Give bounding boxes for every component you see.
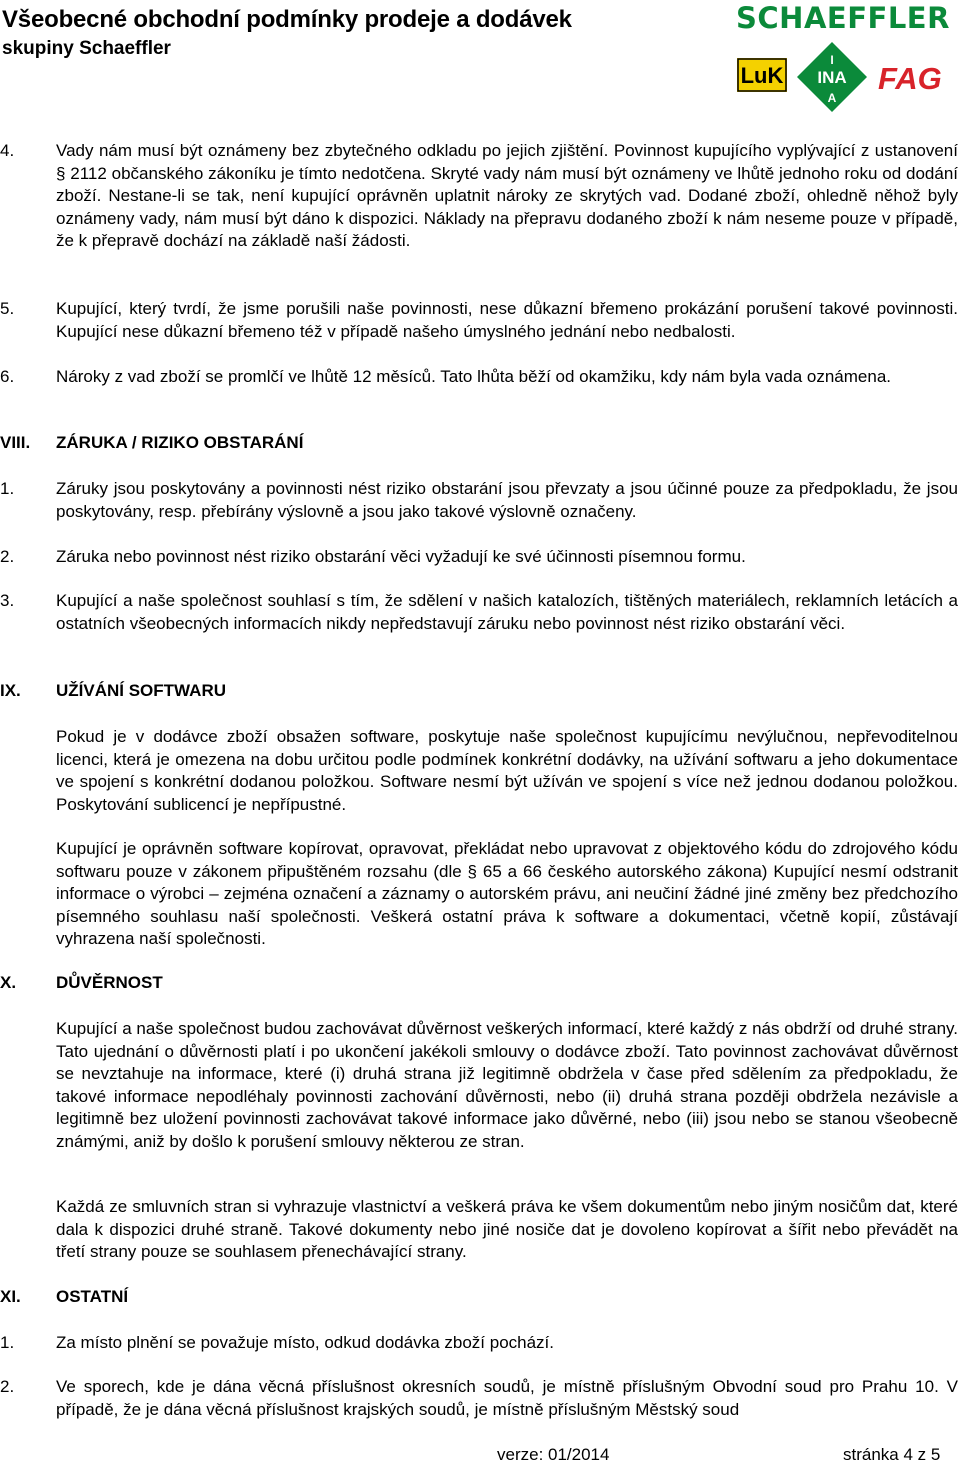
clause-text: Záruky jsou poskytovány a povinnosti nést riziko obstarání jsou převzaty a jsou účinné pouze za předpokladu, že jsou poskytovány, resp. přebírány výslovně a jsou jako takové výslovně označeny.: [56, 479, 958, 521]
clause-text: Vady nám musí být oznámeny bez zbytečného odkladu po jejich zjištění. Povinnost kupujícího vyplývající z ustanovení § 2112 občanského zákoníku je tímto nedotčena. Skryté vady nám musí být oznámeny ve lhůtě jednoho roku od dodání zboží. Nestane-li se tak, není kupující oprávněn uplatnit nároky ze skrytých vad. Dodané zboží, ohledně něhož byly oznámeny vady, nám musí být dáno k dispozici. Náklady na přepravu dodaného zboží k nám neseme pouze v případě, že k přepravě dochází na základě naší žádosti.: [56, 141, 958, 250]
clause-text: Ve sporech, kde je dána věcná příslušnost okresních soudů, je místně příslušným Obvodní soud pro Prahu 10. V případě, že je dána věcná příslušnost krajských soudů, je místně příslušným Městský soud: [56, 1377, 958, 1419]
document-version: verze: 01/2014: [497, 1445, 610, 1464]
svg-text:INA: INA: [817, 68, 847, 87]
svg-text:A: A: [827, 91, 837, 105]
clause-text: Kupující a naše společnost souhlasí s tím, že sdělení v našich katalozích, tištěných materiálech, reklamních letácích a ostatních všeobecných informacích nikdy nepředstavují záruku nebo povinnost nést riziko obstarání věci.: [56, 591, 958, 633]
section-title: UŽÍVÁNÍ SOFTWARU: [56, 681, 226, 700]
section-title: ZÁRUKA / RIZIKO OBSTARÁNÍ: [56, 433, 304, 452]
page-number: stránka 4 z 5: [843, 1445, 941, 1464]
clause-text: Za místo plnění se považuje místo, odkud dodávka zboží pochází.: [56, 1333, 555, 1352]
section-number: XI.: [0, 1287, 21, 1306]
clause-number: 1.: [0, 479, 15, 498]
paragraph-text: Kupující je oprávněn software kopírovat, opravovat, překládat nebo upravovat z objektového kódu do zdrojového kódu softwaru pouze v zákonem připuštěném rozsahu (dle § 65 a 66 českého autorského zákona) Kupující nesmí odstranit informace o výrobci – zejména označení a záznamy o autorském právu, ani neučiní žádné jiné změny bez předchozího písemného souhlasu naší společnosti. Veškerá ostatní práva k software a dokumentaci, včetně kopií, zůstávají vyhrazena naší společnosti.: [56, 839, 958, 948]
svg-text:I: I: [830, 53, 834, 67]
section-number: IX.: [0, 681, 21, 700]
clause-number: 2.: [0, 547, 15, 566]
section-number: VIII.: [0, 433, 31, 452]
svg-text:LuK: LuK: [740, 63, 784, 88]
clause-number: 5.: [0, 299, 15, 318]
clause-text: Záruka nebo povinnost nést riziko obstarání věci vyžadují ke své účinnosti písemnou formu.: [56, 547, 746, 566]
fag-logo: [878, 62, 956, 92]
document-subtitle: skupiny Schaeffler: [2, 38, 171, 59]
paragraph-text: Každá ze smluvních stran si vyhrazuje vlastnictví a veškerá práva ke všem dokumentům nebo jiným nosičům dat, které dala k dispozici druhé straně. Takové dokumenty nebo jiné nosiče dat je dovoleno kopírovat a šířit nebo převádět na třetí strany pouze se souhlasem přenechávající strany.: [56, 1197, 958, 1261]
paragraph-text: Kupující a naše společnost budou zachovávat důvěrnost veškerých informací, které každý z nás obdrží od druhé strany. Tato ujednání o důvěrnosti platí i po ukončení jakékoli smlouvy o dodávce zboží. Tato povinnost zachovávat důvěrnost se nevztahuje na informace, které (i) druhá strana již legitimně obdržela v čase před sdělením za předpokladu, že takové informace nepodléhaly povinnosti zachování důvěrnosti, nebo (ii) druhá strana později obdržela nezávisle a legitimně bez uložení povinnosti zachovávat takové informace jako důvěrné, nebo (iii) jsou nebo se stanou všeobecně známými, aniž by došlo k porušení smlouvy některou ze stran.: [56, 1019, 958, 1151]
page-footer: [0, 1444, 960, 1466]
section-title: OSTATNÍ: [56, 1287, 129, 1306]
ina-logo: [797, 42, 867, 112]
clause-text: Kupující, který tvrdí, že jsme porušili naše povinnosti, nese důkazní břemeno prokázání porušení takové povinnosti. Kupující nese důkazní břemeno též v případě našeho úmyslného jednání nebo nedbalosti.: [56, 299, 958, 341]
paragraph-text: Pokud je v dodávce zboží obsažen software, poskytuje naše společnost kupujícímu nevýlučnou, nepřevoditelnou licenci, která je omezena na dobu určitou podle podmínek konkrétní dodávky, na užívání softwaru a jeho dokumentace ve spojení s konkrétní dodanou položkou. Software nesmí být užíván ve spojení s více než jednou dodanou položkou. Poskytování sublicencí je nepřípustné.: [56, 727, 958, 814]
svg-text:FAG: FAG: [878, 62, 942, 92]
luk-logo: [737, 58, 787, 92]
section-title: DŮVĚRNOST: [56, 973, 163, 992]
clause-number: 2.: [0, 1377, 15, 1396]
clause-number: 3.: [0, 591, 15, 610]
clause-number: 6.: [0, 367, 15, 386]
clause-text: Nároky z vad zboží se promlčí ve lhůtě 12 měsíců. Tato lhůta běží od okamžiku, kdy nám byla vada oznámena.: [56, 367, 892, 386]
clause-number: 1.: [0, 1333, 15, 1352]
section-number: X.: [0, 973, 17, 992]
clause-number: 4.: [0, 141, 15, 160]
document-title: Všeobecné obchodní podmínky prodeje a dodávek: [2, 6, 572, 33]
schaeffler-logo: SCHAEFFLER: [736, 1, 950, 35]
page-header: [0, 0, 960, 115]
